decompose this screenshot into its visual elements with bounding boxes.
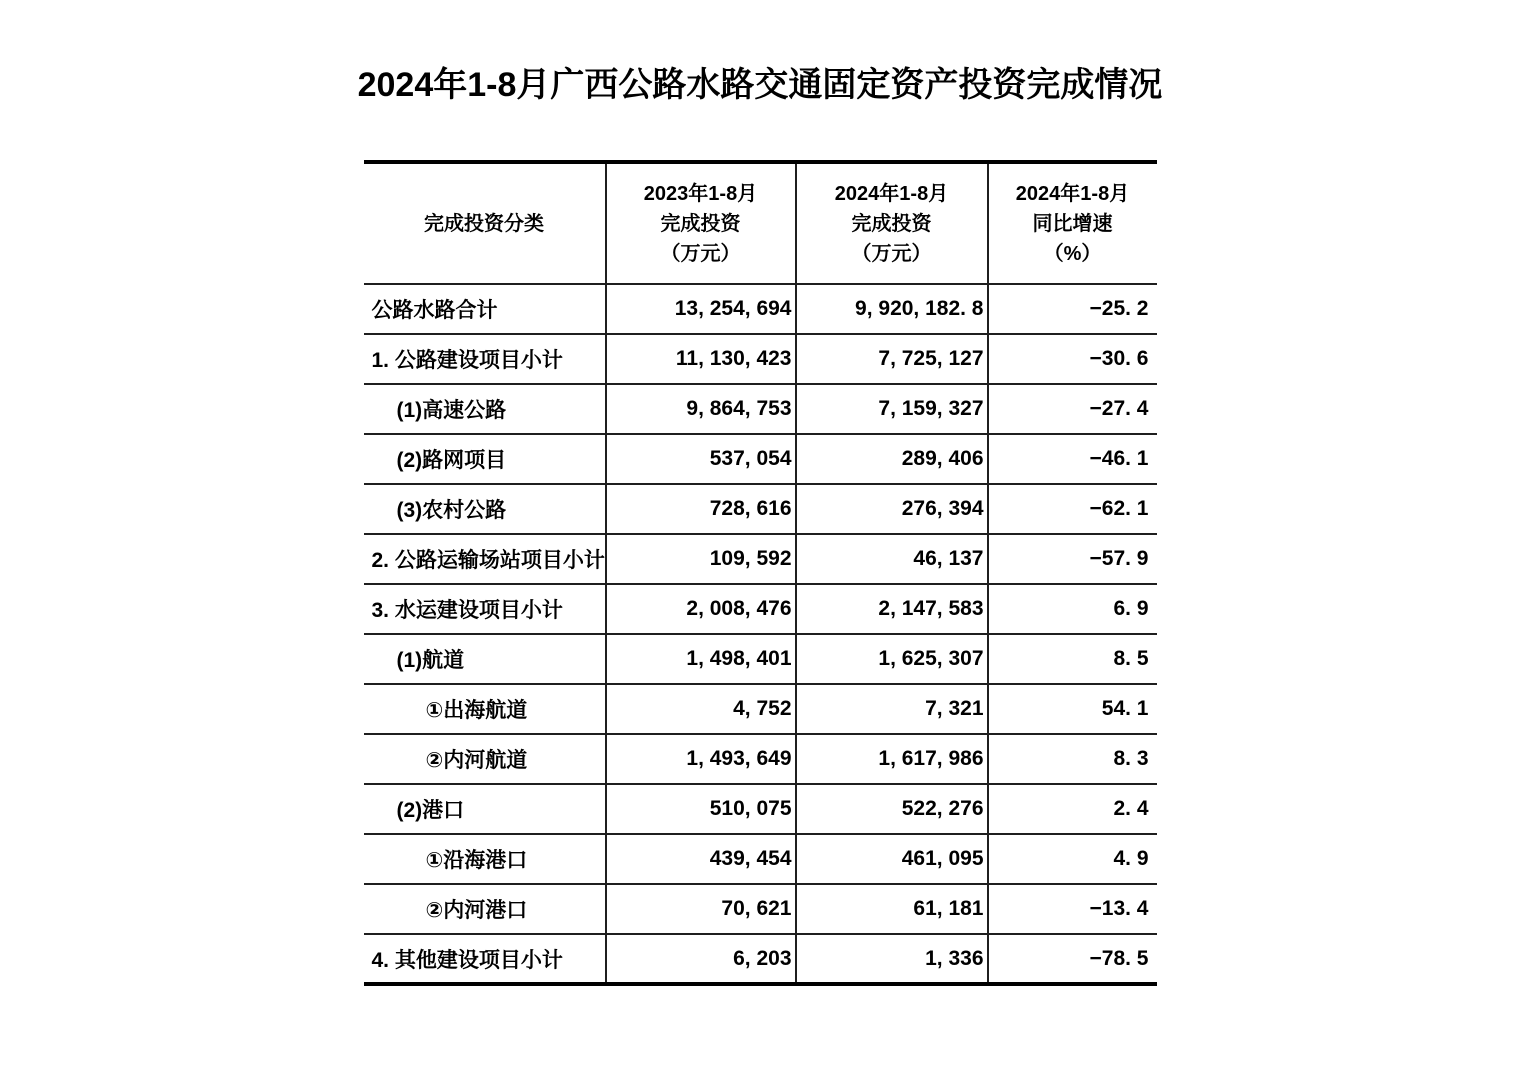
table-row bbox=[364, 434, 1157, 484]
investment-table bbox=[364, 160, 1157, 986]
table-row bbox=[364, 634, 1157, 684]
value-2023-cell: 728, 616 bbox=[606, 484, 796, 534]
growth-cell: −46. 1 bbox=[988, 434, 1157, 484]
table-row bbox=[364, 934, 1157, 984]
growth-cell: 8. 3 bbox=[988, 734, 1157, 784]
value-2024-cell: 61, 181 bbox=[796, 884, 988, 934]
header-growth-line2: 同比增速 bbox=[1032, 212, 1113, 235]
header-growth-line3: （%） bbox=[1043, 242, 1102, 265]
value-2024-cell: 1, 625, 307 bbox=[796, 634, 988, 684]
header-2023-investment bbox=[606, 162, 796, 284]
value-2023-cell: 9, 864, 753 bbox=[606, 384, 796, 434]
header-growth-rate bbox=[988, 162, 1157, 284]
category-cell: ①沿海港口 bbox=[364, 834, 606, 884]
value-2024-cell: 46, 137 bbox=[796, 534, 988, 584]
header-2024-line1: 2024年1-8月 bbox=[834, 182, 949, 205]
category-cell: (2)路网项目 bbox=[364, 434, 606, 484]
value-2023-cell: 70, 621 bbox=[606, 884, 796, 934]
value-2024-cell: 9, 920, 182. 8 bbox=[796, 284, 988, 334]
category-cell: (1)高速公路 bbox=[364, 384, 606, 434]
header-2023-line3: （万元） bbox=[660, 242, 741, 265]
value-2023-cell: 2, 008, 476 bbox=[606, 584, 796, 634]
header-2023-line2: 完成投资 bbox=[660, 212, 741, 235]
value-2024-cell: 522, 276 bbox=[796, 784, 988, 834]
category-cell: 公路水路合计 bbox=[364, 284, 606, 334]
value-2024-cell: 276, 394 bbox=[796, 484, 988, 534]
value-2024-cell: 2, 147, 583 bbox=[796, 584, 988, 634]
category-cell: (3)农村公路 bbox=[364, 484, 606, 534]
category-cell: ①出海航道 bbox=[364, 684, 606, 734]
value-2023-cell: 1, 498, 401 bbox=[606, 634, 796, 684]
growth-cell: −25. 2 bbox=[988, 284, 1157, 334]
category-cell: 3. 水运建设项目小计 bbox=[364, 584, 606, 634]
table-row bbox=[364, 784, 1157, 834]
value-2024-cell: 7, 159, 327 bbox=[796, 384, 988, 434]
header-category: 完成投资分类 bbox=[364, 162, 606, 284]
table-row bbox=[364, 384, 1157, 434]
value-2023-cell: 1, 493, 649 bbox=[606, 734, 796, 784]
header-2024-line2: 完成投资 bbox=[851, 212, 932, 235]
growth-cell: −57. 9 bbox=[988, 534, 1157, 584]
value-2024-cell: 289, 406 bbox=[796, 434, 988, 484]
category-cell: 2. 公路运输场站项目小计 bbox=[364, 534, 606, 584]
table-row bbox=[364, 584, 1157, 634]
value-2023-cell: 439, 454 bbox=[606, 834, 796, 884]
table-row bbox=[364, 684, 1157, 734]
value-2023-cell: 510, 075 bbox=[606, 784, 796, 834]
value-2024-cell: 1, 336 bbox=[796, 934, 988, 984]
category-cell: (1)航道 bbox=[364, 634, 606, 684]
table-header-row bbox=[364, 162, 1157, 284]
header-2024-line3: （万元） bbox=[851, 242, 932, 265]
growth-cell: −27. 4 bbox=[988, 384, 1157, 434]
growth-cell: −78. 5 bbox=[1089, 946, 1149, 970]
category-cell: 1. 公路建设项目小计 bbox=[364, 334, 606, 384]
header-2024-investment bbox=[796, 162, 988, 284]
value-2023-cell: 11, 130, 423 bbox=[606, 334, 796, 384]
value-2023-cell: 109, 592 bbox=[606, 534, 796, 584]
header-2023-line1: 2023年1-8月 bbox=[643, 182, 758, 205]
growth-cell: −13. 4 bbox=[988, 884, 1157, 934]
growth-cell: 2. 4 bbox=[988, 784, 1157, 834]
value-2024-cell: 1, 617, 986 bbox=[796, 734, 988, 784]
growth-cell: 4. 9 bbox=[988, 834, 1157, 884]
value-2023-cell: 6, 203 bbox=[606, 934, 796, 984]
growth-cell: 6. 9 bbox=[988, 584, 1157, 634]
value-2023-cell: 537, 054 bbox=[606, 434, 796, 484]
value-2024-cell: 7, 725, 127 bbox=[796, 334, 988, 384]
category-cell: (2)港口 bbox=[364, 784, 606, 834]
value-2023-cell: 4, 752 bbox=[606, 684, 796, 734]
table-row bbox=[364, 334, 1157, 384]
category-cell: 4. 其他建设项目小计 bbox=[364, 934, 606, 984]
category-cell: ②内河港口 bbox=[364, 884, 606, 934]
page-title: 2024年1-8月广西公路水路交通固定资产投资完成情况 bbox=[357, 66, 1163, 104]
table-row bbox=[364, 834, 1157, 884]
value-2024-cell: 461, 095 bbox=[796, 834, 988, 884]
table-row bbox=[364, 534, 1157, 584]
table-row bbox=[364, 884, 1157, 934]
table-row bbox=[364, 484, 1157, 534]
growth-cell: −30. 6 bbox=[988, 334, 1157, 384]
growth-cell: −62. 1 bbox=[988, 484, 1157, 534]
growth-cell: 54. 1 bbox=[988, 684, 1157, 734]
value-2023-cell: 13, 254, 694 bbox=[606, 284, 796, 334]
value-2024-cell: 7, 321 bbox=[796, 684, 988, 734]
growth-cell: 8. 5 bbox=[988, 634, 1157, 684]
table-row bbox=[364, 734, 1157, 784]
header-growth-line1: 2024年1-8月 bbox=[1015, 182, 1130, 205]
table-row bbox=[364, 284, 1157, 334]
category-cell: ②内河航道 bbox=[364, 734, 606, 784]
